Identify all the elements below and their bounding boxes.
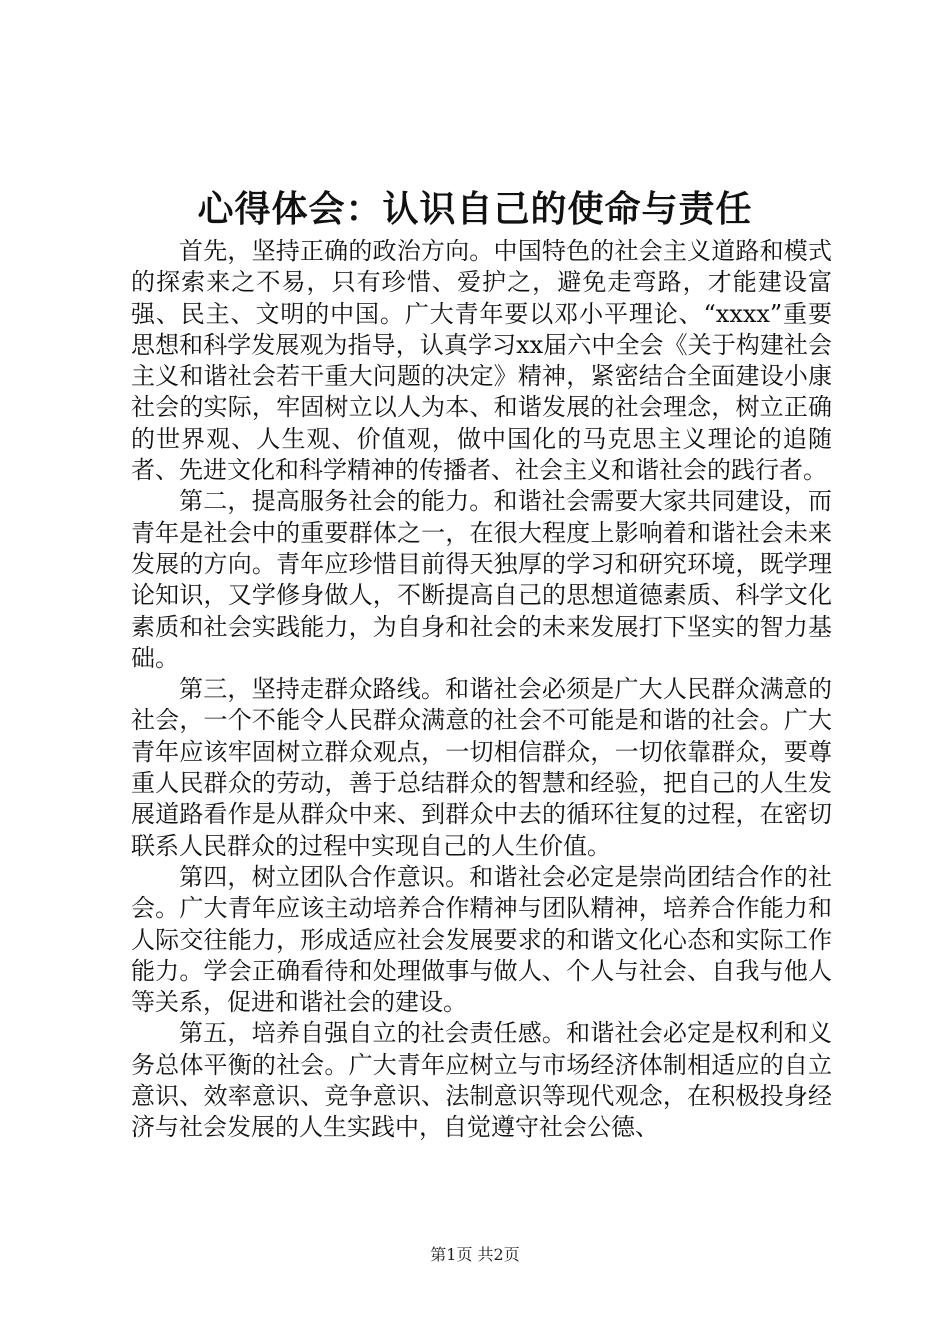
paragraph-3: 第三，坚持走群众路线。和谐社会必须是广大人民群众满意的社会，一个不能令人民群众满意的社会不可能是和谐的社会。广大青年应该牢固树立群众观点，一切相信群众，一切依靠群众，要尊重人民群众的劳动，善于总结群众的智慧和经验，把自己的人生发展道路看作是从群众中来、到群众中去的循环往复的过程，在密切联系人民群众的过程中实现自己的人生价值。: [131, 675, 832, 860]
paragraph-4: 第四，树立团队合作意识。和谐社会必定是崇尚团结合作的社会。广大青年应该主动培养合作精神与团队精神，培养合作能力和人际交往能力，形成适应社会发展要求的和谐文化心态和实际工作能力。学会正确看待和处理做事与做人、个人与社会、自我与他人等关系，促进和谐社会的建设。: [131, 862, 832, 1017]
paragraph-1: 首先，坚持正确的政治方向。中国特色的社会主义道路和模式的探索来之不易，只有珍惜、爱护之，避免走弯路，才能建设富强、民主、文明的中国。广大青年要以邓小平理论、“xxxx”重要思想和科学发展观为指导，认真学习xx届六中全会《关于构建社会主义和谐社会若干重大问题的决定》精神，紧密结合全面建设小康社会的实际，牢固树立以人为本、和谐发展的社会理念，树立正确的世界观、人生观、价值观，做中国化的马克思主义理论的追随者、先进文化和科学精神的传播者、社会主义和谐社会的践行者。: [131, 237, 832, 485]
document-title: 心得体会：认识自己的使命与责任: [197, 188, 753, 230]
page-footer: 第1页 共2页: [430, 1245, 520, 1264]
paragraph-2: 第二，提高服务社会的能力。和谐社会需要大家共同建设，而青年是社会中的重要群体之一，在很大程度上影响着和谐社会未来发展的方向。青年应珍惜目前得天独厚的学习和研究环境，既学理论知识，又学修身做人，不断提高自己的思想道德素质、科学文化素质和社会实践能力，为自身和社会的未来发展打下坚实的智力基础。: [131, 487, 832, 672]
paragraph-5: 第五，培养自强自立的社会责任感。和谐社会必定是权利和义务总体平衡的社会。广大青年应树立与市场经济体制相适应的自立意识、效率意识、竞争意识、法制意识等现代观念，在积极投身经济与社会发展的人生实践中，自觉遵守社会公德、: [131, 1019, 832, 1142]
document-body: [131, 236, 832, 1144]
